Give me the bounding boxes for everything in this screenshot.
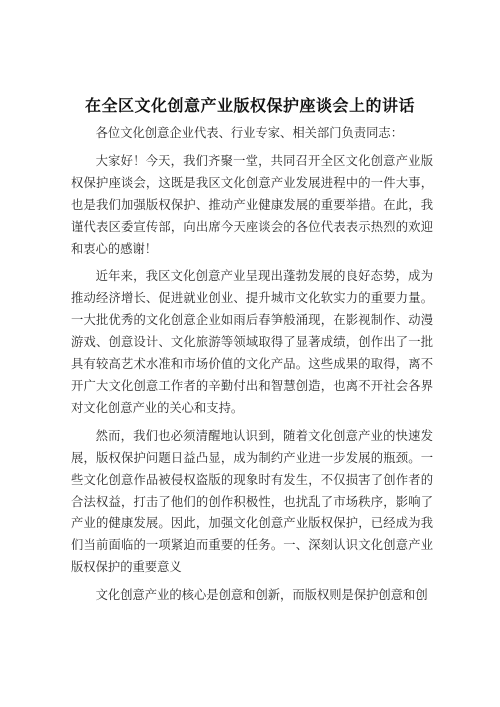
paragraph-challenges: 然而，我们也必须清醒地认识到，随着文化创意产业的快速发展，版权保护问题日益凸显，成为制约产业进一步发展的瓶颈。一些文化创意作品被侵权盗版的现象时有发生，不仅损害了创作者的合法权益，打击了他们的创作积极性，也扰乱了市场秩序，影响了产业的健康发展。因此，加强文化创意产业版权保护，已经成为我们当前面临的一项紧迫而重要的任务。一、深刻认识文化创意产业版权保护的重要意义	[71, 428, 433, 575]
salutation: 各位文化创意企业代表、行业专家、相关部门负责同志：	[95, 126, 404, 140]
document-title: 在全区文化创意产业版权保护座谈会上的讲话	[84, 96, 415, 115]
paragraph-significance: 文化创意产业的核心是创意和创新，而版权则是保护创意和创	[95, 588, 428, 603]
paragraph-welcome: 大家好！今天，我们齐聚一堂，共同召开全区文化创意产业版权保护座谈会，这既是我区文化创意产业发展进程中的一件大事，也是我们加强版权保护、推动产业健康发展的重要举措。在此，我谨代表区委宣传部，向出席今天座谈会的各位代表表示热烈的欢迎和衷心的感谢！	[71, 153, 433, 256]
document-body	[71, 123, 433, 613]
paragraph-achievements: 近年来，我区文化创意产业呈现出蓬勃发展的良好态势，成为推动经济增长、促进就业创业、提升城市文化软实力的重要力量。一大批优秀的文化创意企业如雨后春笋般涌现，在影视制作、动漫游戏、创意设计、文化旅游等领域取得了显著成绩，创作出了一批具有较高艺术水准和市场价值的文化产品。这些成果的取得，离不开广大文化创意工作者的辛勤付出和智慧创造，也离不开社会各界对文化创意产业的关心和支持。	[71, 269, 433, 415]
